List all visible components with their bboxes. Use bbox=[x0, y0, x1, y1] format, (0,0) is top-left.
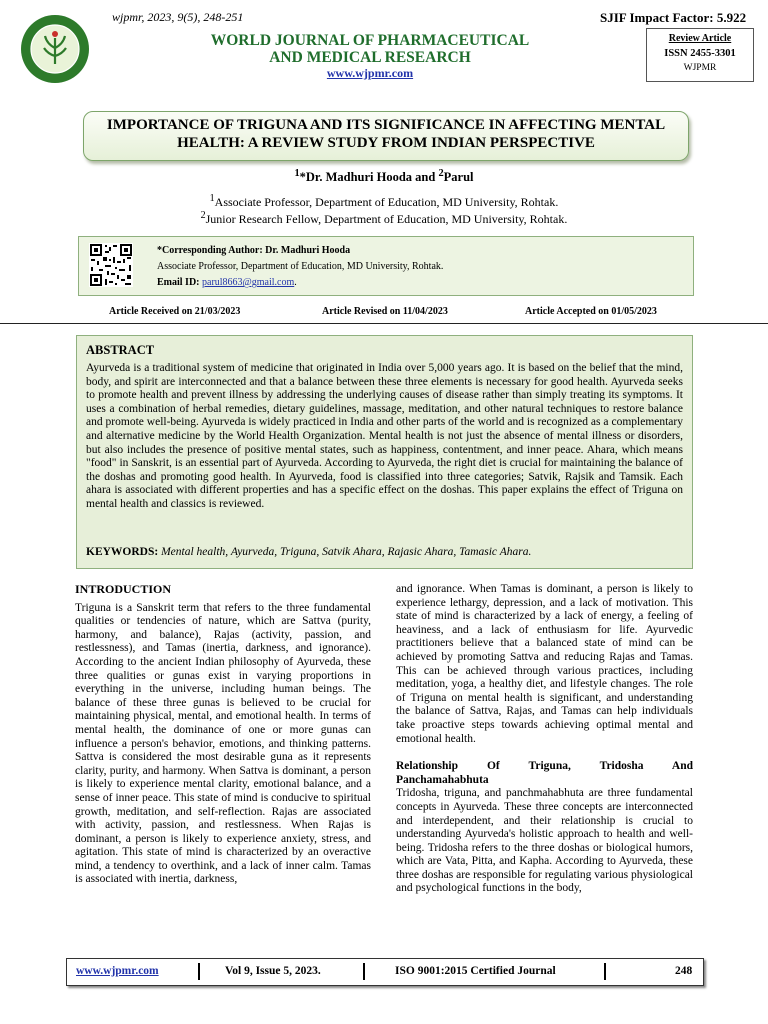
corresponding-author-label: *Corresponding Author: Dr. Madhuri Hooda bbox=[157, 245, 351, 256]
section2-heading-line2: Panchamahabhuta bbox=[396, 773, 489, 786]
date-revised: Article Revised on 11/04/2023 bbox=[322, 306, 448, 317]
article-type: Review Article bbox=[668, 33, 732, 44]
keywords-text: Mental health, Ayurveda, Triguna, Satvik Ahara, Rajasic Ahara, Tamasic Ahara. bbox=[161, 546, 532, 558]
keywords-label: KEYWORDS: bbox=[86, 546, 159, 558]
article-title-line2: HEALTH: A REVIEW STUDY FROM INDIAN PERSPECTIVE bbox=[177, 135, 595, 151]
footer-separator bbox=[363, 963, 365, 980]
author1-sup: 1 bbox=[294, 168, 300, 179]
affil2-sup: 2 bbox=[200, 210, 206, 221]
affil2: Junior Research Fellow, Department of Education, MD University, Rohtak. bbox=[205, 212, 568, 226]
article-info-box bbox=[646, 28, 754, 82]
article-title bbox=[83, 111, 689, 161]
page-number: 248 bbox=[675, 965, 693, 977]
abstract-heading: ABSTRACT bbox=[86, 343, 155, 357]
journal-short-name: WJPMR bbox=[683, 63, 717, 73]
journal-name-line1: WORLD JOURNAL OF PHARMACEUTICAL bbox=[210, 32, 530, 49]
journal-name bbox=[150, 32, 590, 66]
affiliations bbox=[0, 192, 768, 226]
date-received: Article Received on 21/03/2023 bbox=[109, 306, 241, 317]
authors bbox=[0, 168, 768, 185]
footer-certification: ISO 9001:2015 Certified Journal bbox=[395, 965, 556, 977]
section2-text: Tridosha, triguna, and panchmahabhuta are three fundamental concepts in Ayurveda. These three concepts are interconnected and interdependent, and their relationship is crucial to understanding Ayurveda's holistic approach to health and well-being. Tridosha refers to the three doshas or biological humors, which are Vata, Pitta, and Kapha. According to Ayurveda, these three doshas are responsible for regulating various physiological and psychological functions in the body, bbox=[396, 787, 693, 895]
introduction-heading: INTRODUCTION bbox=[75, 582, 172, 596]
qr-code-icon bbox=[89, 243, 133, 287]
email-link[interactable]: parul8663@gmail.com bbox=[202, 277, 295, 288]
page-footer bbox=[66, 958, 704, 986]
footer-url-link[interactable]: www.wjpmr.com bbox=[76, 965, 159, 977]
section2-heading-line1: Relationship Of Triguna, Tridosha And bbox=[396, 760, 693, 773]
author2: Parul bbox=[443, 170, 474, 185]
footer-volume: Vol 9, Issue 5, 2023. bbox=[225, 965, 321, 977]
journal-logo bbox=[20, 14, 90, 84]
affil1: Associate Professor, Department of Education, MD University, Rohtak. bbox=[214, 195, 559, 209]
abstract-text: Ayurveda is a traditional system of medicine that originated in India over 5,000 years ago. It is based on the belief that the mind, body, and spirit are interconnected and that a balance between these three elements is necessary for good health. Ayurveda seeks to promote health and prevent illness by addressing the underlying causes of disease rather than simply treating its symptoms. It uses a combination of herbal remedies, dietary guidelines, massage, meditation, and other natural techniques to restore balance and promote well-being. Ayurveda is widely practiced in India and other parts of the world and is recognized as a complementary and alternative medicine by the World Health Organization. Mental health is not just the absence of mental illness or disorders, but also includes the presence of positive mental states, such as happiness, contentment, and inner peace. Ahara, which means "food" in Sanskrit, is an essential part of Ayurveda. According to Ayurveda, the right diet is crucial for maintaining the balance of the doshas and promoting good health. In Ayurveda, food is classified into three categories; Satvik, Rajsik and Tamsik. Each ahara is associated with different properties and has a specific effect on the doshas. This paper explains the effect of Triguna on mental health and classics is reviewed. bbox=[86, 362, 683, 510]
issn: ISSN 2455-3301 bbox=[664, 48, 736, 59]
author1: *Dr. Madhuri Hooda and bbox=[299, 170, 439, 185]
body-column-left bbox=[75, 583, 371, 887]
email-suffix: . bbox=[294, 277, 297, 288]
impact-factor: SJIF Impact Factor: 5.922 bbox=[600, 10, 747, 25]
footer-separator bbox=[198, 963, 200, 980]
introduction-continued-text: and ignorance. When Tamas is dominant, a person is likely to experience lethargy, depression, and a lack of motivation. This state of mind is characterized by a lack of energy, a feeling of heaviness, and a lack of enthusiasm for life. Ayurvedic practitioners believe that a balanced state of mind can be achieved by promoting Sattva and reducing Rajas and Tamas. This can be achieved through various practices, including meditation, yoga, a healthy diet, and lifestyle changes. The role of Triguna on mental health is significant, and understanding the balance of Sattva, Rajas, and Tamas can help individuals take proactive steps towards achieving optimal mental and emotional health. bbox=[396, 583, 693, 745]
corresponding-author-details bbox=[157, 243, 443, 291]
divider bbox=[0, 323, 768, 324]
abstract-box bbox=[76, 335, 693, 569]
journal-name-line2: AND MEDICAL RESEARCH bbox=[269, 49, 471, 66]
introduction-text: Triguna is a Sanskrit term that refers to the three fundamental qualities or tendencies of nature, which are Sattva (purity, harmony, and balance), Rajas (activity, passion, and restlessness), and Tamas (inertia, darkness, and ignorance). According to the ancient Indian philosophy of Ayurveda, these three qualities or gunas exist in varying proportions in everything in the universe, including human beings. The balance of these three gunas is believed to be crucial for maintaining physical, mental, and emotional health. In terms of mental health, the dominance of one or more gunas can influence a person's behavior, emotions, and thinking patterns. Sattva is considered the most desirable guna as it represents clarity, purity, and harmony. When Sattva is dominant, a person is likely to experience mental clarity, emotional balance, and a sense of inner peace. This state of mind is conducive to spiritual growth, meditation, and self-reflection. Rajas are associated with activity, passion, and restlessness. When Rajas is dominant, a person is likely to experience anxiety, stress, and agitation. This state of mind is characterized by an overactive mind, a tendency to overthink, and a lack of inner calm. Tamas is associated with inertia, darkness, bbox=[75, 601, 371, 886]
corresponding-author-position: Associate Professor, Department of Education, MD University, Rohtak. bbox=[157, 261, 444, 272]
citation: wjpmr, 2023, 9(5), 248-251 bbox=[112, 10, 244, 24]
journal-url-link[interactable]: www.wjpmr.com bbox=[326, 66, 414, 80]
author2-sup: 2 bbox=[438, 168, 444, 179]
corresponding-author-box bbox=[78, 236, 694, 296]
body-column-right bbox=[396, 583, 693, 896]
footer-separator bbox=[604, 963, 606, 980]
keywords bbox=[86, 546, 531, 558]
email-label: Email ID: bbox=[157, 277, 202, 288]
article-title-line1: IMPORTANCE OF TRIGUNA AND ITS SIGNIFICANCE IN AFFECTING MENTAL bbox=[106, 117, 666, 133]
affil1-sup: 1 bbox=[209, 193, 215, 204]
date-accepted: Article Accepted on 01/05/2023 bbox=[525, 306, 657, 317]
